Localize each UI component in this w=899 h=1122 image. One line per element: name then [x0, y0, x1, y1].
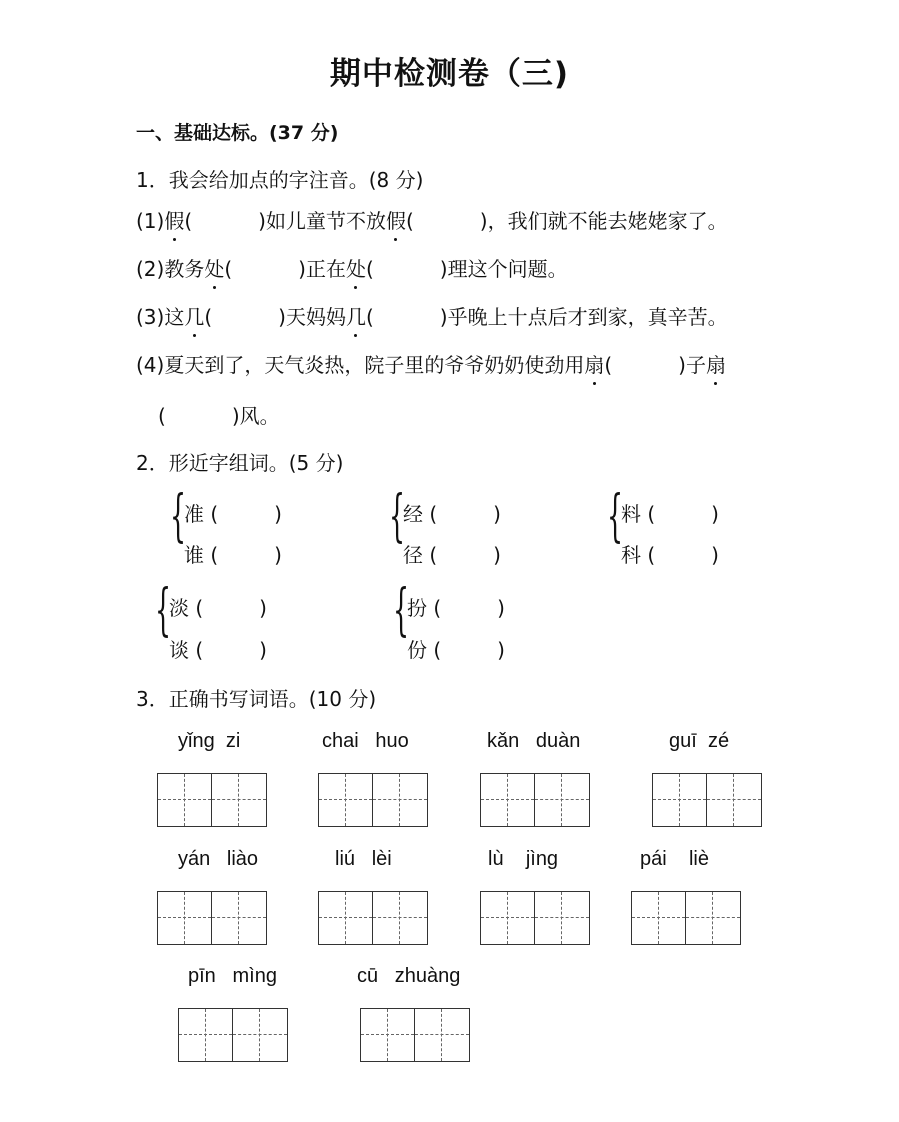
writing-grid[interactable]	[480, 773, 590, 827]
dotted-char: 几	[184, 301, 204, 330]
pinyin-label: pīn mìng	[188, 965, 277, 987]
writing-cell[interactable]	[653, 774, 707, 826]
section-heading: 一、基础达标。(37 分)	[136, 122, 339, 144]
writing-cell[interactable]	[707, 774, 761, 826]
writing-cell[interactable]	[319, 892, 373, 944]
writing-cell[interactable]	[233, 1009, 287, 1061]
brace-icon: {	[170, 484, 187, 549]
char-group-4-bottom: 谈 ( )	[169, 638, 267, 662]
pinyin-label: guī zé	[669, 730, 730, 752]
writing-cell[interactable]	[158, 892, 212, 944]
char-group-3-top: 料 ( )	[621, 502, 719, 526]
pinyin-label: liú lèi	[335, 848, 392, 870]
writing-grid[interactable]	[318, 773, 428, 827]
writing-cell[interactable]	[179, 1009, 233, 1061]
question-2-header: 2．形近字组词。(5 分)	[136, 451, 344, 475]
dotted-char: 扇	[706, 349, 726, 378]
q1-line-3: (3)这几( )天妈妈几( )乎晚上十点后才到家，真辛苦。	[136, 301, 728, 330]
char-group-5-bottom: 份 ( )	[407, 638, 505, 662]
pinyin-label: chai huo	[322, 730, 409, 752]
q1-line-4: (4)夏天到了，天气炎热，院子里的爷爷奶奶使劲用扇( )子扇	[136, 349, 726, 378]
char-group-1-top: 准 ( )	[184, 502, 282, 526]
writing-cell[interactable]	[686, 892, 740, 944]
writing-grid[interactable]	[631, 891, 741, 945]
writing-grid[interactable]	[157, 891, 267, 945]
brace-icon: {	[155, 578, 172, 643]
writing-grid[interactable]	[318, 891, 428, 945]
writing-cell[interactable]	[481, 892, 535, 944]
writing-grid[interactable]	[360, 1008, 470, 1062]
char-group-5-top: 扮 ( )	[407, 596, 505, 620]
writing-cell[interactable]	[535, 774, 589, 826]
page-title: 期中检测卷（三)	[329, 56, 570, 92]
writing-grid[interactable]	[178, 1008, 288, 1062]
writing-cell[interactable]	[158, 774, 212, 826]
dotted-char: 假	[386, 205, 406, 234]
char-group-1-bottom: 谁 ( )	[184, 543, 282, 567]
question-3-header: 3．正确书写词语。(10 分)	[136, 687, 377, 711]
pinyin-label: cū zhuàng	[357, 965, 461, 987]
writing-cell[interactable]	[632, 892, 686, 944]
writing-cell[interactable]	[373, 774, 427, 826]
brace-icon: {	[607, 484, 624, 549]
writing-grid[interactable]	[157, 773, 267, 827]
writing-cell[interactable]	[373, 892, 427, 944]
pinyin-label: yán liào	[178, 848, 259, 870]
writing-cell[interactable]	[415, 1009, 469, 1061]
writing-cell[interactable]	[212, 774, 266, 826]
dotted-char: 扇	[584, 349, 604, 378]
brace-icon: {	[393, 578, 410, 643]
char-group-2-top: 经 ( )	[403, 502, 501, 526]
question-1-header: 1．我会给加点的字注音。(8 分)	[136, 168, 424, 192]
dotted-char: 几	[346, 301, 366, 330]
writing-grid[interactable]	[652, 773, 762, 827]
q1-line-2: (2)教务处( )正在处( )理这个问题。	[136, 253, 568, 282]
pinyin-label: yǐng zi	[178, 730, 241, 752]
writing-cell[interactable]	[535, 892, 589, 944]
dotted-char: 处	[346, 253, 366, 282]
pinyin-label: kǎn duàn	[487, 730, 581, 752]
char-group-4-top: 淡 ( )	[169, 596, 267, 620]
q1-line-4-continued: ( )风。	[158, 404, 280, 428]
writing-cell[interactable]	[361, 1009, 415, 1061]
char-group-3-bottom: 科 ( )	[621, 543, 719, 567]
dotted-char: 处	[204, 253, 224, 282]
pinyin-label: pái liè	[640, 848, 709, 870]
brace-icon: {	[389, 484, 406, 549]
writing-cell[interactable]	[212, 892, 266, 944]
writing-cell[interactable]	[319, 774, 373, 826]
dotted-char: 假	[164, 205, 184, 234]
char-group-2-bottom: 径 ( )	[403, 543, 501, 567]
writing-cell[interactable]	[481, 774, 535, 826]
q1-line-1: (1)假( )如儿童节不放假( )，我们就不能去姥姥家了。	[136, 205, 728, 234]
writing-grid[interactable]	[480, 891, 590, 945]
pinyin-label: lù jìng	[488, 848, 559, 870]
